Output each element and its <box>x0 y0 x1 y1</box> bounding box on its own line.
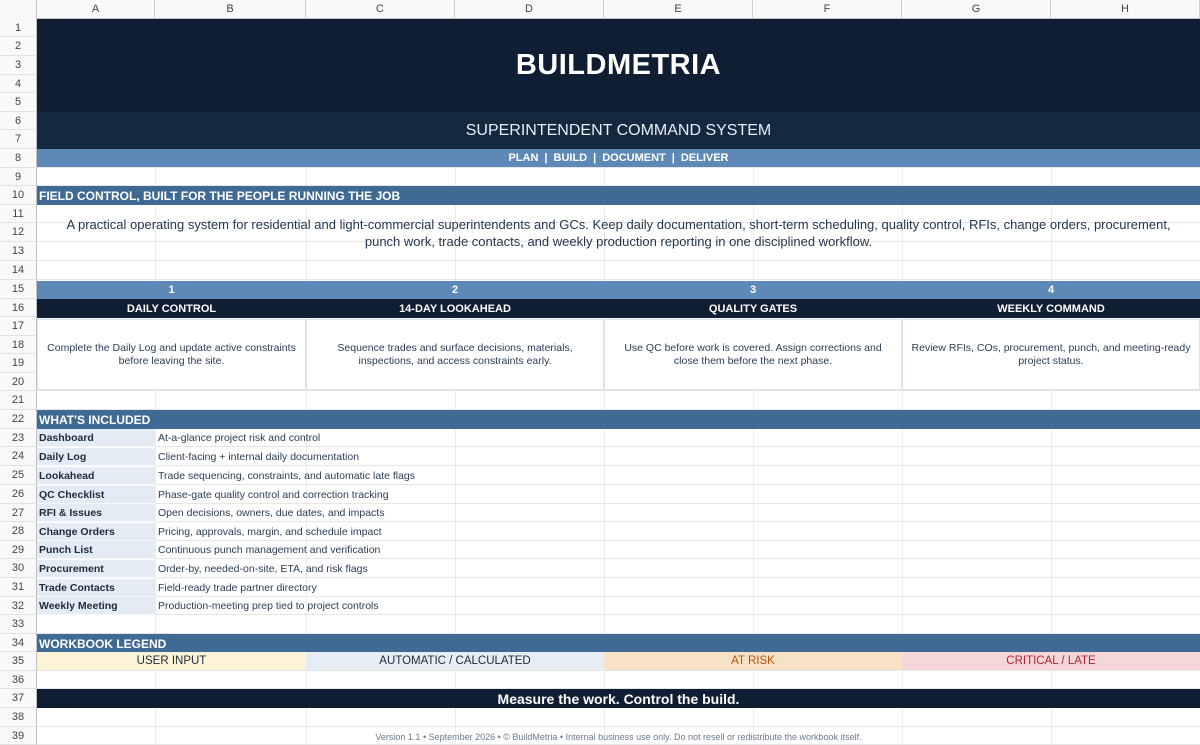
feature-name-dashboard[interactable]: Dashboard <box>37 429 155 447</box>
row-header[interactable]: 27 <box>0 504 37 522</box>
row-header[interactable]: 31 <box>0 578 37 597</box>
step-3-number: 3 <box>604 281 902 299</box>
intro-paragraph: A practical operating system for residential and light-commercial superintendents and GCs. Keep daily documentation, short-term scheduling, quality control, RFIs, change orders, procurement, punch work, trade contacts, and weekly production reporting in one disciplined workflow. <box>66 217 1171 249</box>
row-header[interactable]: 7 <box>0 130 37 149</box>
feature-description: Trade sequencing, constraints, and automatic late flags <box>158 470 416 482</box>
legend-at-risk: AT RISK <box>604 652 902 670</box>
feature-description: At-a-glance project risk and control <box>158 432 321 444</box>
legend-critical-late: CRITICAL / LATE <box>902 652 1200 670</box>
row-header[interactable]: 35 <box>0 652 37 671</box>
feature-name-qc-checklist[interactable]: QC Checklist <box>37 486 155 504</box>
step-2-description: Sequence trades and surface decisions, materials, inspections, and access constraints early. <box>306 319 604 390</box>
row-header[interactable]: 17 <box>0 317 37 336</box>
feature-description: Phase-gate quality control and correction tracking <box>158 489 389 501</box>
grid-row-line <box>37 391 1200 410</box>
grid-row-line <box>37 708 1200 727</box>
row-header[interactable]: 26 <box>0 485 37 504</box>
feature-name-rfi-issues[interactable]: RFI & Issues <box>37 504 155 522</box>
row-header[interactable]: 33 <box>0 615 37 634</box>
subtitle: SUPERINTENDENT COMMAND SYSTEM <box>37 112 1200 149</box>
row-header[interactable]: 8 <box>0 149 37 168</box>
grid-row-line <box>37 671 1200 689</box>
nav-separator: | <box>671 152 675 164</box>
row-header[interactable]: 1 <box>0 19 37 37</box>
row-header[interactable]: 29 <box>0 541 37 559</box>
row-header[interactable]: 4 <box>0 75 37 93</box>
row-header[interactable]: 5 <box>0 93 37 112</box>
row-header[interactable]: 14 <box>0 261 37 280</box>
step-4-title: WEEKLY COMMAND <box>902 299 1200 318</box>
column-header-e[interactable]: E <box>604 0 753 19</box>
legend-automatic-calculated: AUTOMATIC / CALCULATED <box>306 652 604 670</box>
feature-name-procurement[interactable]: Procurement <box>37 560 155 578</box>
brand-title: BUILDMETRIA <box>37 19 1200 112</box>
feature-name-punch-list[interactable]: Punch List <box>37 541 155 559</box>
grid-row-line <box>37 168 1200 186</box>
column-header-f[interactable]: F <box>753 0 902 19</box>
row-header[interactable]: 18 <box>0 336 37 354</box>
section-legend-header: WORKBOOK LEGEND <box>37 634 1200 653</box>
row-header[interactable]: 2 <box>0 37 37 56</box>
row-header[interactable]: 23 <box>0 429 37 447</box>
footer-note: Version 1.1 • September 2026 • © BuildMetria • Internal business use only. Do not resell or redistribute the workbook itself. <box>375 732 862 742</box>
feature-description: Open decisions, owners, due dates, and impacts <box>158 507 385 519</box>
feature-name-change-orders[interactable]: Change Orders <box>37 523 155 541</box>
feature-description: Order-by, needed-on-site, ETA, and risk flags <box>158 563 368 575</box>
row-header[interactable]: 9 <box>0 168 37 186</box>
row-header[interactable]: 34 <box>0 634 37 652</box>
column-header-a[interactable]: A <box>37 0 155 19</box>
row-header[interactable]: 38 <box>0 708 37 727</box>
step-2-title: 14-DAY LOOKAHEAD <box>306 299 604 318</box>
row-header[interactable]: 21 <box>0 391 37 410</box>
phase-nav-bar <box>37 149 1200 167</box>
row-header[interactable]: 28 <box>0 522 37 541</box>
feature-name-trade-contacts[interactable]: Trade Contacts <box>37 579 155 597</box>
feature-description: Continuous punch management and verification <box>158 544 381 556</box>
feature-description: Client-facing + internal daily documentation <box>158 451 360 463</box>
step-3-title: QUALITY GATES <box>604 299 902 318</box>
row-header[interactable]: 10 <box>0 186 37 205</box>
feature-description: Pricing, approvals, margin, and schedule impact <box>158 526 382 538</box>
section-included-header: WHAT'S INCLUDED <box>37 410 1200 429</box>
row-header[interactable]: 30 <box>0 559 37 578</box>
row-header[interactable]: 32 <box>0 597 37 615</box>
step-4-description: Review RFIs, COs, procurement, punch, and meeting-ready project status. <box>902 319 1200 390</box>
feature-name-lookahead[interactable]: Lookahead <box>37 467 155 485</box>
grid-row-line <box>37 615 1200 634</box>
nav-build: BUILD <box>553 152 588 164</box>
row-header[interactable]: 24 <box>0 447 37 466</box>
step-1-description: Complete the Daily Log and update active constraints before leaving the site. <box>37 319 306 390</box>
row-header[interactable]: 3 <box>0 56 37 75</box>
select-all-corner[interactable] <box>0 0 37 19</box>
step-1-number: 1 <box>37 281 306 299</box>
column-header-d[interactable]: D <box>455 0 604 19</box>
feature-name-weekly-meeting[interactable]: Weekly Meeting <box>37 597 155 615</box>
row-header[interactable]: 19 <box>0 354 37 373</box>
feature-description: Production-meeting prep tied to project controls <box>158 600 379 612</box>
column-header-b[interactable]: B <box>155 0 306 19</box>
row-header[interactable]: 16 <box>0 299 37 317</box>
row-header[interactable]: 12 <box>0 223 37 242</box>
legend-user-input: USER INPUT <box>37 652 306 670</box>
step-4-number: 4 <box>902 281 1200 299</box>
tagline-banner: Measure the work. Control the build. <box>37 689 1200 708</box>
row-header[interactable]: 39 <box>0 727 37 745</box>
nav-deliver: DELIVER <box>680 152 729 164</box>
row-header[interactable]: 6 <box>0 112 37 130</box>
row-header[interactable]: 15 <box>0 280 37 299</box>
section-field-control-header: FIELD CONTROL, BUILT FOR THE PEOPLE RUNNING THE JOB <box>37 186 1200 205</box>
row-header[interactable]: 13 <box>0 242 37 261</box>
step-2-number: 2 <box>306 281 604 299</box>
nav-separator: | <box>544 152 548 164</box>
row-header[interactable]: 22 <box>0 410 37 429</box>
row-header[interactable]: 25 <box>0 466 37 485</box>
feature-description: Field-ready trade partner directory <box>158 582 317 594</box>
nav-plan: PLAN <box>508 152 539 164</box>
feature-name-daily-log[interactable]: Daily Log <box>37 448 155 466</box>
grid-row-line <box>37 261 1200 280</box>
column-header-g[interactable]: G <box>902 0 1051 19</box>
nav-separator: | <box>593 152 597 164</box>
step-1-title: DAILY CONTROL <box>37 299 306 318</box>
row-header[interactable]: 20 <box>0 373 37 391</box>
column-header-c[interactable]: C <box>306 0 455 19</box>
nav-document: DOCUMENT <box>602 152 666 164</box>
column-header-h[interactable]: H <box>1051 0 1200 19</box>
row-header[interactable]: 36 <box>0 671 37 689</box>
step-3-description: Use QC before work is covered. Assign corrections and close them before the next phase. <box>604 319 902 390</box>
row-header[interactable]: 11 <box>0 205 37 223</box>
row-header[interactable]: 37 <box>0 689 37 708</box>
